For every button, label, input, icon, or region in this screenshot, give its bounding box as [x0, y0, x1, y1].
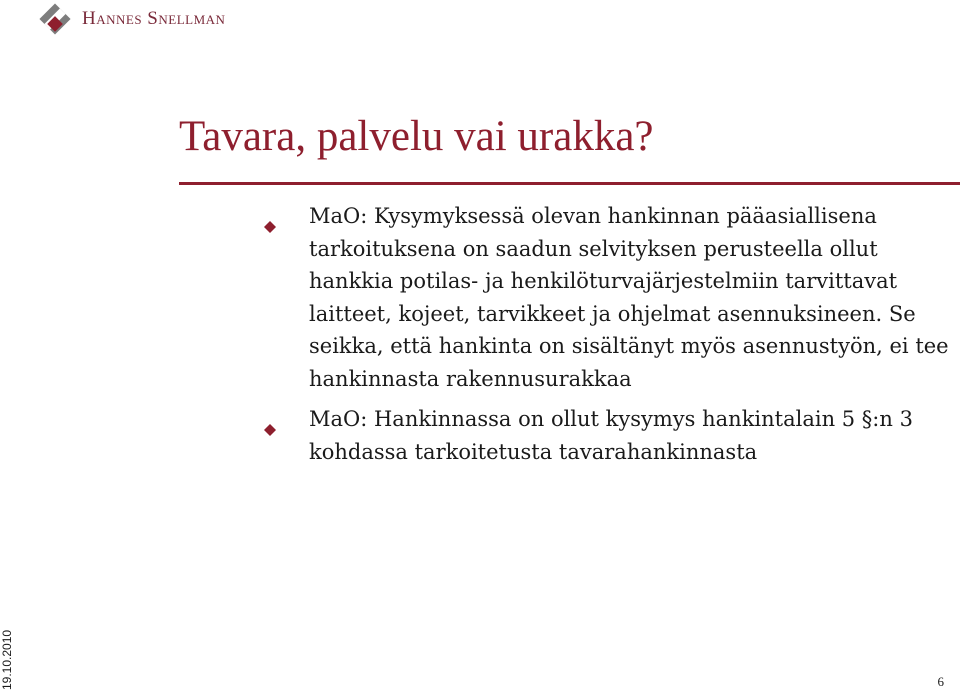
diamond-bullet-icon [264, 413, 276, 425]
bullet-item [262, 403, 952, 468]
page-number: 6 [937, 674, 944, 689]
company-logo [36, 2, 225, 36]
slide-title: Tavara, palvelu vai urakka? [179, 113, 654, 160]
date-text: 19.10.2010 [0, 629, 14, 690]
bullet-text: MaO: Hankinnassa on ollut kysymys hankintalain 5 §:n 3 kohdassa tarkoitetusta tavarahankinnasta [309, 407, 913, 464]
logo-mark-icon [36, 2, 74, 36]
bullet-list [262, 200, 952, 476]
logo-text: Hannes Snellman [82, 8, 226, 29]
bullet-text: MaO: Kysymyksessä olevan hankinnan pääasiallisena tarkoituksena on saadun selvityksen perusteella ollut hankkia potilas- ja henkilöturvajärjestelmiin tarvittavat laitteet, kojeet, tarvikkeet ja ohjelmat asennuksineen. Se seikka, että hankinta on sisältänyt myös asennustyön, ei tee hankinnasta rakennusurakkaa [309, 204, 949, 391]
title-divider [179, 182, 960, 185]
footer-date [0, 610, 18, 690]
bullet-item [262, 200, 952, 395]
diamond-bullet-icon [264, 210, 276, 222]
